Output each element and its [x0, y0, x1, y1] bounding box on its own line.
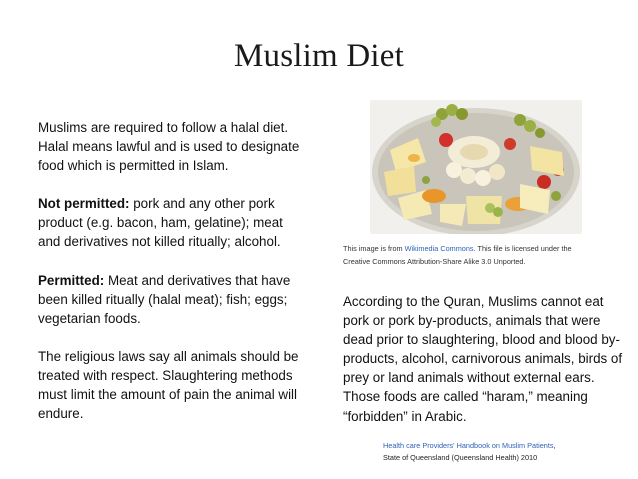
source-publisher: State of Queensland (Queensland Health) 2010: [383, 453, 538, 463]
credit-suffix: . This file is licensed under the Creative Commons Attribution-Share Alike 3.0 Unported.: [343, 244, 572, 266]
food-platter-image: [370, 100, 582, 234]
not-permitted-paragraph: [38, 194, 300, 251]
image-credit: [343, 243, 593, 268]
credit-prefix: This image is from: [343, 244, 405, 253]
not-permitted-text: pork and any other pork product (e.g. bacon, ham, gelatine); meat and derivatives not killed ritually; alcohol.: [38, 196, 283, 250]
handbook-link[interactable]: Health care Providers' Handbook on Muslim Patients: [383, 441, 554, 450]
permitted-text: Meat and derivatives that have been killed ritually (halal meat); fish; eggs; vegetarian foods.: [38, 272, 291, 326]
wikimedia-commons-link[interactable]: Wikimedia Commons: [404, 244, 474, 253]
source-citation: [383, 440, 623, 465]
not-permitted-label: Not permitted:: [38, 196, 130, 212]
intro-paragraph: Muslims are required to follow a halal diet. Halal means lawful and is used to designate food which is permitted in Islam.: [38, 120, 300, 174]
source-comma: ,: [553, 441, 556, 450]
permitted-label: Permitted:: [38, 272, 105, 288]
slide-title: Muslim Diet: [234, 38, 404, 74]
quran-paragraph: According to the Quran, Muslims cannot eat pork or pork by-products, animals that were dead prior to slaughtering, blood and blood by-products, alcohol, carnivorous animals, birds of prey or land animals without external ears. Those foods are called “haram,” meaning “forbidden” in Arabic.: [343, 294, 623, 424]
religious-laws-paragraph: The religious laws say all animals should be treated with respect. Slaughtering methods must limit the amount of pain the animal will endure.: [38, 348, 299, 422]
left-text-column: [38, 118, 300, 442]
permitted-paragraph: [38, 271, 300, 328]
